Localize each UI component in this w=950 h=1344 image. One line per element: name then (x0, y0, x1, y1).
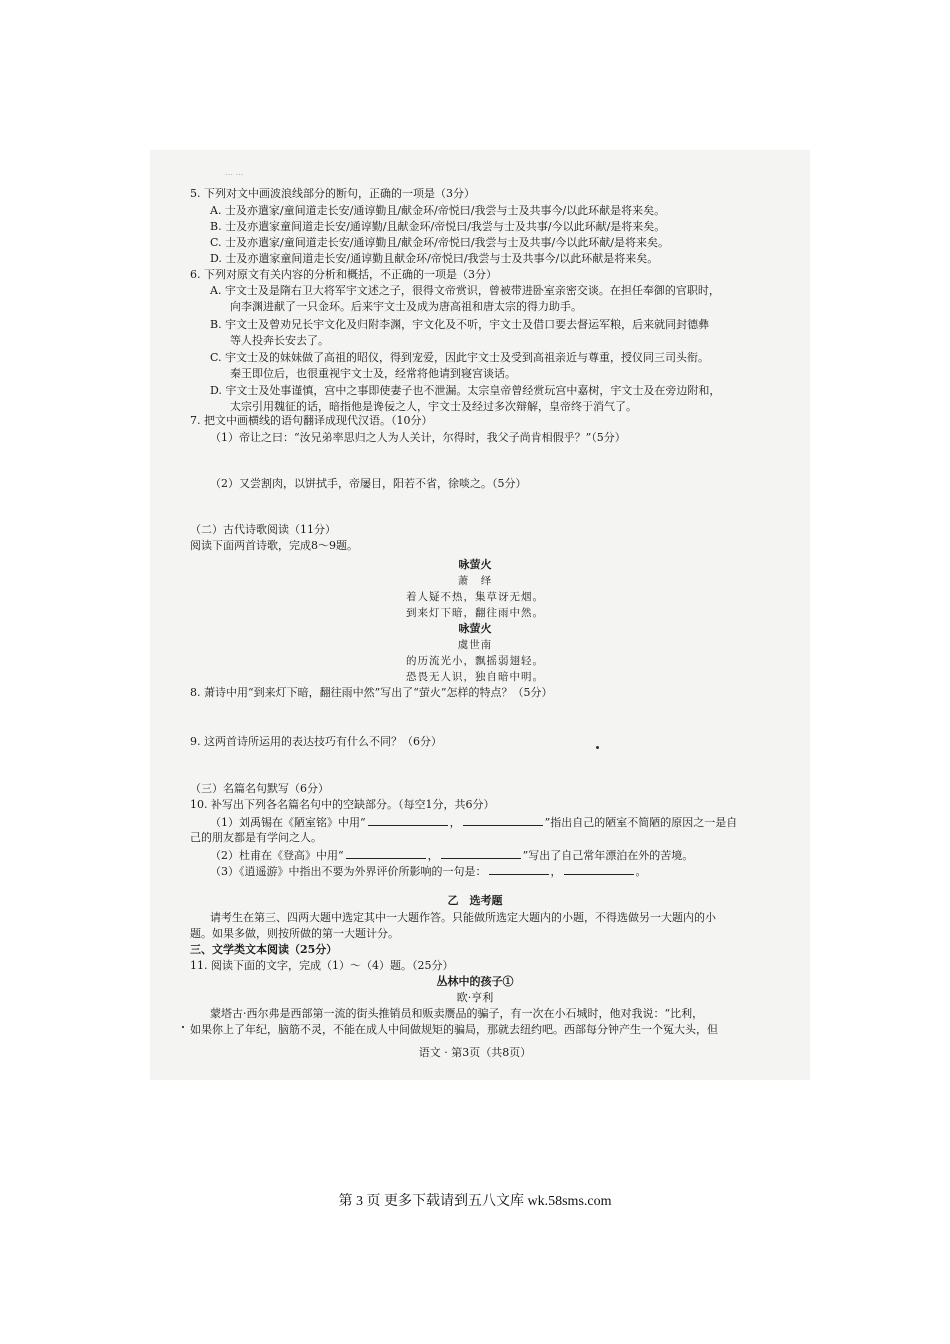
sub-2-lead: （2）杜甫在《登高》中用“ (210, 849, 344, 862)
poem-2-author: 虞世南 (457, 639, 493, 651)
page-label: 语文 · 第3页（共8页） (418, 1046, 532, 1059)
question-6-option-a: A. 宇文士及是隋右卫大将军宇文述之子，很得文帝赏识，曾被带进卧室亲密交谈。在担任奉御的官职时， (210, 284, 720, 297)
question-6-option-c-cont: 秦王即位后，也很重视宇文士及，经常将他请到寝宫谈话。 (230, 367, 516, 380)
section-2-intro: 阅读下面两首诗歌，完成8～9题。 (190, 539, 358, 552)
question-5-option-c: C. 士及亦遣家/童间道走长安/通谆勤且/献金环/帝悦曰/我尝与士及共事/今以此环献/是将来矣。 (210, 236, 669, 249)
scan-speck (182, 1026, 184, 1028)
sub-1-lead: （1）刘禹锡在《陋室铭》中用“ (210, 816, 366, 829)
poem-1-title: 咏萤火 (458, 558, 492, 571)
question-6-stem: 6. 下列对原文有关内容的分析和概括，不正确的一项是（3分） (190, 268, 497, 281)
part-2-instruction: 请考生在第三、四两大题中选定其中一大题作答。只能做所选定大题内的小题，不得选做另一大题内的小 (210, 911, 716, 924)
blank-5[interactable] (489, 864, 549, 875)
blank-4[interactable] (441, 848, 521, 859)
scan-smudge: … … (225, 168, 244, 177)
question-5-option-a: A. 士及亦遣家/童间道走长安/通谆勤且/献金环/帝悦曰/我尝与士及共事今/以此环献是将来矣。 (210, 204, 666, 217)
question-6-option-d: D. 宇文士及处事谨慎，宫中之事即使妻子也不泄漏。太宗皇帝曾经赏玩宫中嘉树，宇文士及在旁边附和， (210, 384, 721, 397)
story-paragraph-line-1: 蒙塔古·西尔弗是西部第一流的街头推销员和贩卖赝品的骗子，有一次在小石城时，他对我说：“比利， (210, 1007, 704, 1020)
question-8: 8. 萧诗中用“到来灯下暗，翻往雨中然”写出了“萤火”怎样的特点？（5分） (190, 686, 553, 699)
question-5-option-b: B. 士及亦遣家童间道走长安/通谆勤/且献金环/帝悦曰/我尝与士及共事/今以此环献/是将来矣。 (210, 220, 666, 233)
question-10-sub-1-cont: 己的朋友都是有学问之人。 (190, 831, 322, 844)
scan-dot (596, 746, 599, 749)
poem-2-line-1: 的历流光小，飘摇弱翅轻。 (406, 655, 544, 667)
poem-1-line-2: 到来灯下暗，翻往雨中然。 (406, 607, 544, 619)
download-footer: 第 3 页 更多下载请到五八文库 wk.58sms.com (338, 1194, 612, 1209)
sub-3-lead: （3）《逍遥游》中指出不要为外界评价所影响的一句是： (210, 865, 487, 878)
poem-1-author: 萧 绎 (457, 575, 493, 587)
blank-1[interactable] (368, 815, 448, 826)
poem-2-title: 咏萤火 (458, 622, 492, 635)
question-9: 9. 这两首诗所运用的表达技巧有什么不同？（6分） (190, 735, 442, 748)
poem-1-line-1: 着人疑不热，集草讶无烟。 (406, 591, 544, 603)
question-5-stem: 5. 下列对文中画波浪线部分的断句，正确的一项是（3分） (190, 187, 475, 200)
sub-1-tail: ”指出自己的陋室不简陋的原因之一是自 (544, 816, 738, 829)
blank-3[interactable] (346, 848, 426, 859)
part-2-instruction-cont: 题。如果多做，则按所做的第一大题计分。 (190, 927, 399, 940)
sub-3-tail: 。 (635, 865, 647, 878)
question-10-stem: 10. 补写出下列各名篇名句中的空缺部分。（每空1分，共6分） (190, 798, 495, 811)
sub-1-comma: ， (449, 816, 461, 829)
section-3-title: （三）名篇名句默写（6分） (190, 782, 329, 795)
story-title: 丛林中的孩子① (436, 975, 514, 988)
section-iii-title: 三、文学类文本阅读（25分） (190, 943, 338, 956)
story-author: 欧·亨利 (456, 991, 494, 1004)
blank-2[interactable] (463, 815, 543, 826)
story-paragraph-line-2: 如果你上了年纪，脑筋不灵，不能在成人中间做规矩的骗局，那就去纽约吧。西部每分钟产生一个冤大头，但 (190, 1023, 718, 1036)
question-6-option-c: C. 宇文士及的妹妹做了高祖的昭仪，得到宠爱，因此宇文士及受到高祖亲近与尊重，授仪同三司头衔。 (210, 351, 710, 364)
question-6-option-d-cont: 太宗引用魏征的话，暗指他是谗佞之人，宇文士及经过多次辩解，皇帝终于消气了。 (230, 400, 637, 413)
question-5-option-d: D. 士及亦遣家童间道走长安/通谆勤且献金环/帝悦曰/我尝与士及共事今/以此环献是将来矣。 (210, 252, 659, 265)
question-11-stem: 11. 阅读下面的文字，完成（1）～（4）题。（25分） (190, 959, 454, 972)
question-10-sub-1 (210, 815, 737, 830)
sub-3-comma: ， (550, 865, 562, 878)
sub-2-comma: ， (427, 849, 439, 862)
section-2-title: （二）古代诗歌阅读（11分） (190, 523, 336, 536)
question-7-stem: 7. 把文中画横线的语句翻译成现代汉语。（10分） (190, 414, 433, 427)
poem-2-line-2: 恐畏无人识，独自暗中明。 (406, 671, 544, 683)
question-7-sub-1: （1）帝让之曰：“汝兄弟率思归之人为人关计，尔得时，我父子尚肯相假乎？”（5分） (210, 431, 626, 444)
question-6-option-a-cont: 向李渊进献了一只金环。后来宇文士及成为唐高祖和唐太宗的得力助手。 (230, 300, 582, 313)
question-10-sub-2 (210, 848, 693, 863)
question-7-sub-2: （2）又尝割肉，以饼拭手，帝屡目，阳若不省，徐啖之。（5分） (210, 477, 527, 490)
blank-6[interactable] (564, 864, 634, 875)
sub-2-tail: ”写出了自己常年漂泊在外的苦境。 (522, 849, 694, 862)
question-6-option-b-cont: 等人投奔长安去了。 (230, 334, 329, 347)
part-2-title: 乙 选考题 (447, 894, 503, 907)
question-10-sub-3 (210, 864, 647, 879)
question-6-option-b: B. 宇文士及曾劝兄长宇文化及归附李渊，宇文化及不听，宇文士及借口要去督运军粮，后来就同封德彝 (210, 318, 710, 331)
